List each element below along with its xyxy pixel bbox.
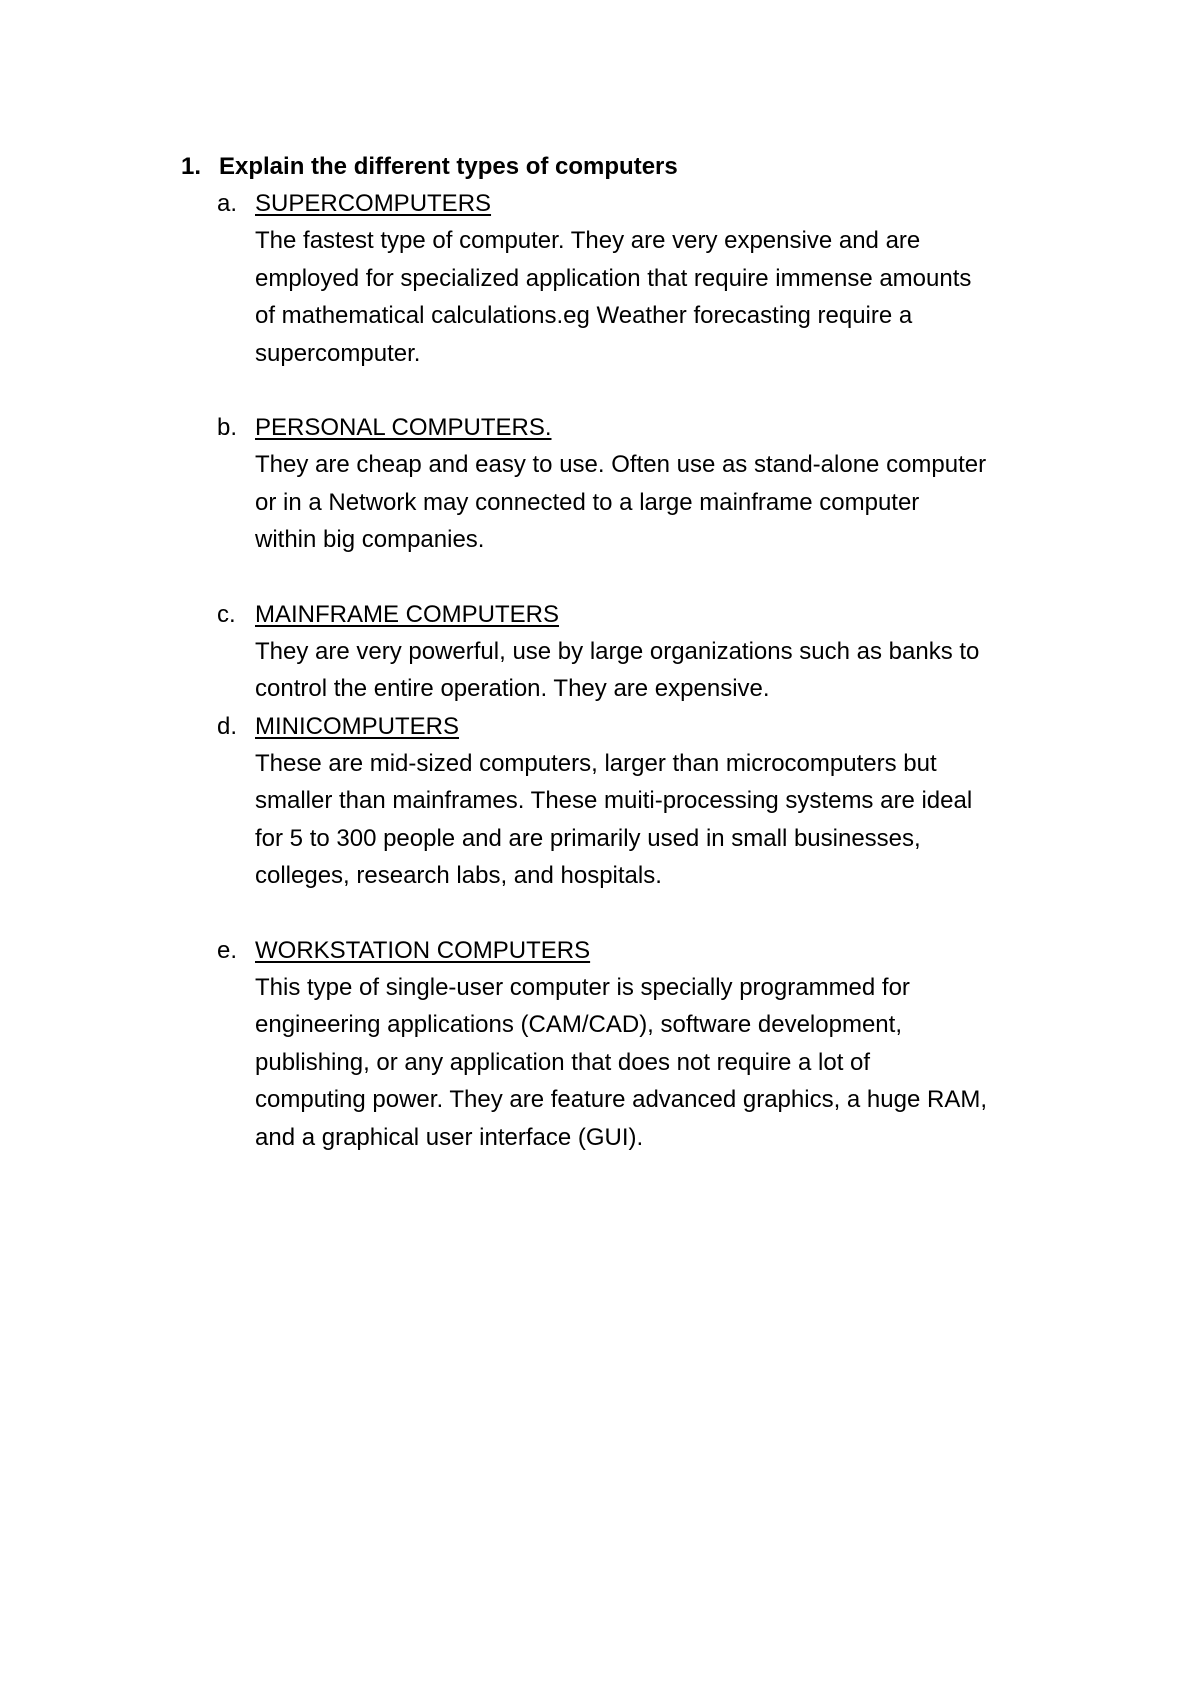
body-line: This type of single-user computer is specially programmed for (255, 973, 910, 1001)
question-title-row (181, 148, 1081, 185)
question-number: 1. (181, 153, 202, 180)
item-body (255, 745, 1045, 895)
body-line: computing power. They are feature advanced graphics, a huge RAM, (255, 1086, 987, 1113)
body-line: for 5 to 300 people and are primarily used in small businesses, (255, 824, 921, 852)
body-line: or in a Network may connected to a large mainframe computer (255, 488, 920, 516)
body-line: They are cheap and easy to use. Often use as stand-alone computer (255, 451, 987, 478)
item-body (255, 633, 1045, 708)
body-line: colleges, research labs, and hospitals. (255, 862, 662, 889)
item-head (217, 409, 1081, 446)
list-item-minicomputers (217, 708, 1081, 895)
question-title: Explain the different types of computers (219, 153, 678, 180)
body-line: These are mid-sized computers, larger than microcomputers but (255, 749, 937, 777)
paragraph-gap (181, 559, 1081, 596)
item-head (217, 596, 1081, 633)
list-item-mainframe-computers (217, 596, 1081, 708)
item-letter: d. (217, 712, 238, 740)
body-line: publishing, or any application that does not require a lot of (255, 1048, 871, 1076)
item-head (217, 708, 1081, 745)
item-letter: e. (217, 936, 238, 964)
body-line: control the entire operation. They are expensive. (255, 675, 770, 702)
item-head (217, 185, 1081, 222)
item-body (255, 446, 1045, 559)
list-item-supercomputers (217, 185, 1081, 372)
item-head (217, 932, 1081, 969)
item-body (255, 969, 1045, 1157)
item-letter: a. (217, 190, 238, 217)
body-line: The fastest type of computer. They are very expensive and are (255, 227, 921, 254)
body-line: and a graphical user interface (GUI). (255, 1123, 644, 1151)
paragraph-gap (181, 895, 1081, 932)
item-heading: PERSONAL COMPUTERS. (255, 414, 552, 441)
body-line: within big companies. (255, 526, 485, 553)
paragraph-gap (181, 372, 1081, 409)
body-line: employed for specialized application that require immense amounts (255, 264, 972, 292)
item-heading: WORKSTATION COMPUTERS (255, 936, 591, 964)
item-heading: SUPERCOMPUTERS (255, 190, 492, 217)
item-heading: MINICOMPUTERS (255, 712, 459, 740)
item-body (255, 222, 1045, 372)
item-letter: c. (217, 600, 236, 628)
body-line: engineering applications (CAM/CAD), software development, (255, 1011, 902, 1038)
body-line: smaller than mainframes. These muiti-processing systems are ideal (255, 787, 973, 814)
item-letter: b. (217, 414, 238, 441)
question-block (181, 148, 1081, 1156)
list-item-workstation-computers (217, 932, 1081, 1157)
body-line: They are very powerful, use by large organizations such as banks to (255, 637, 980, 665)
item-heading: MAINFRAME COMPUTERS (255, 600, 560, 628)
body-line: of mathematical calculations.eg Weather forecasting require a (255, 302, 913, 329)
list-item-personal-computers (217, 409, 1081, 559)
body-line: supercomputer. (255, 339, 421, 367)
